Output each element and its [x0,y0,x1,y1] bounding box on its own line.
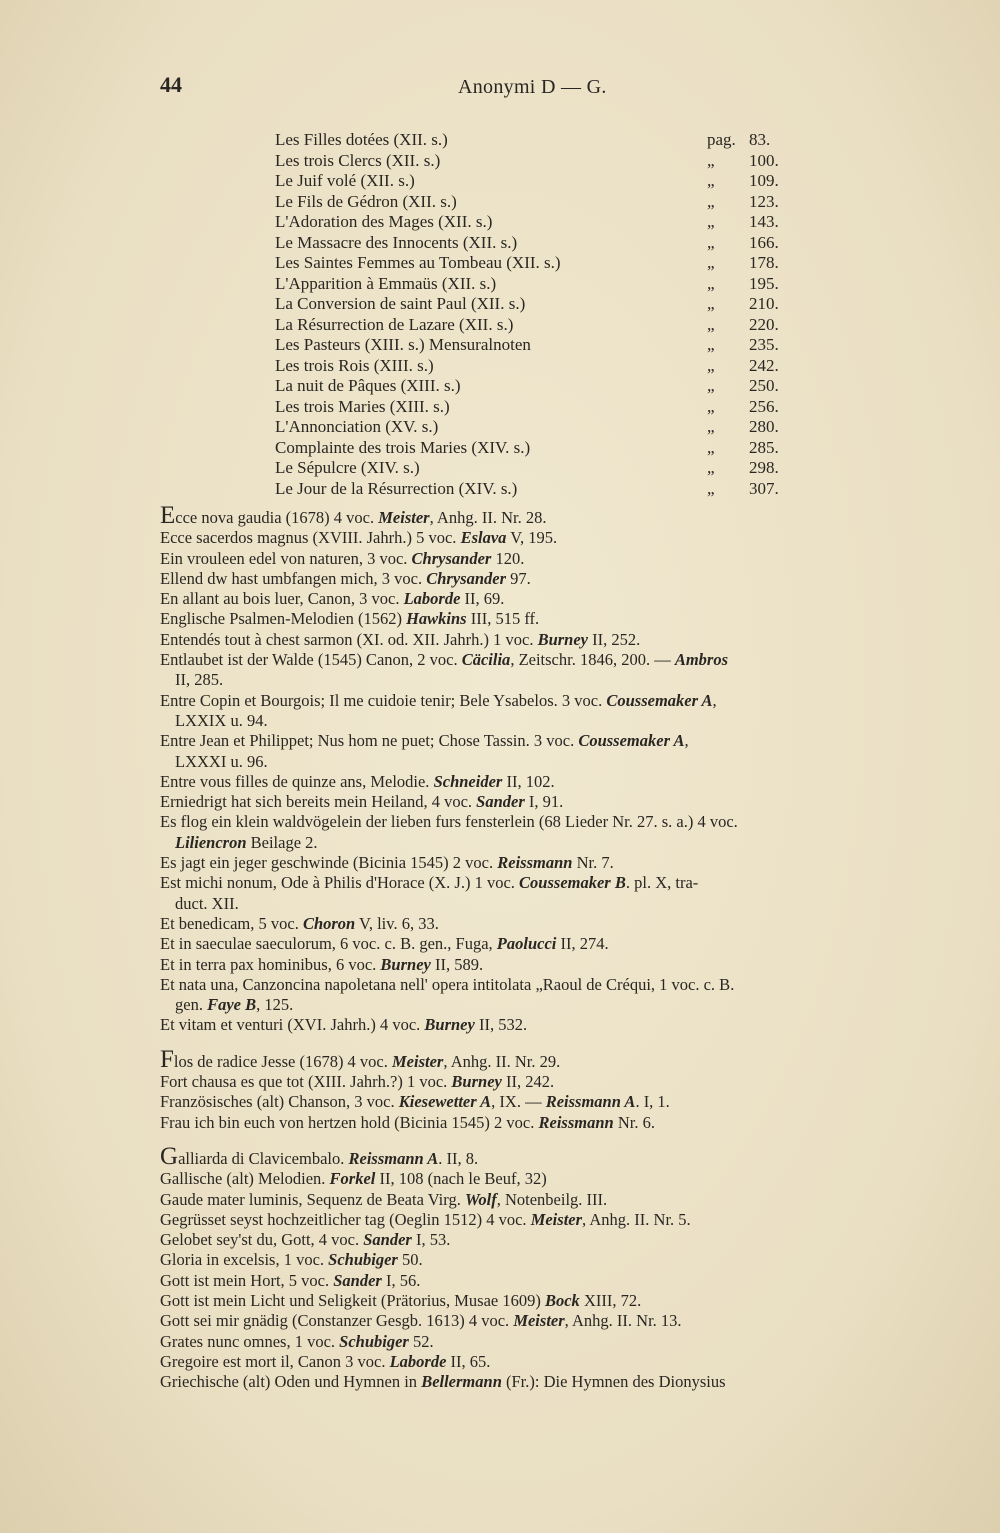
contents-page-number: 210. [749,294,779,313]
entry-text: Nr. 6. [613,1112,655,1132]
source-reference: Reissmann [497,853,573,873]
contents-page-number: 166. [749,232,779,252]
index-entry [160,569,900,589]
index-entry-continuation [160,833,900,853]
entry-text: Gloria in excelsis, 1 voc. [160,1250,329,1270]
entry-text: I, 56. [381,1270,421,1290]
entry-text: Englische Psalmen-Melodien (1562) [160,609,407,629]
contents-page-prefix: „ [707,376,715,395]
entry-text: . II, 8. [438,1148,479,1168]
contents-page-prefix: „ [707,458,715,477]
contents-list [275,130,795,499]
index-entry [160,1291,900,1311]
index-entry [160,589,900,609]
source-reference: Meister [513,1311,565,1331]
contents-page-prefix: „ [707,191,715,211]
contents-page-number: 178. [749,253,779,272]
index-entry [160,1352,900,1372]
entry-text: 97. [506,568,531,588]
entry-text: Gallische (alt) Melodien. [160,1169,330,1189]
entry-text: II, 285. [175,670,224,690]
contents-row [275,151,795,172]
entry-text: V, liv. 6, 33. [355,913,439,933]
source-reference: Faye B [207,995,257,1015]
contents-page-prefix: „ [707,355,715,375]
contents-page-prefix: „ [707,273,715,293]
source-reference: Liliencron [175,832,247,852]
source-reference: Burney [380,954,431,974]
index-entry [160,772,900,792]
source-reference: Chrysander [426,568,507,588]
entry-text: cce nova gaudia (1678) 4 voc. [175,508,379,527]
contents-row [275,130,795,151]
entry-text: II, 252. [588,629,641,649]
entry-text: , Anhg. II. Nr. 29. [443,1051,561,1071]
contents-page-prefix: pag. [707,130,736,149]
entry-text: Erniedrigt hat sich bereits mein Heiland, 4 voc. [160,792,477,812]
contents-title: Le Jour de la Résurrection (XIV. s.) [275,478,518,498]
entry-text: I, 53. [411,1230,451,1250]
source-reference: Meister [530,1209,583,1229]
entry-text: Et in saeculae saeculorum, 6 voc. c. B. gen., Fuga, [160,934,497,954]
contents-title: Le Fils de Gédron (XII. s.) [275,191,457,211]
contents-title: Les Saintes Femmes au Tombeau (XII. s.) [275,253,561,272]
contents-title: Complainte des trois Maries (XIV. s.) [275,437,531,457]
source-reference: Coussemaker A [578,731,685,751]
contents-row [275,253,795,274]
entry-text: , 125. [256,995,294,1015]
contents-title: Les Filles dotées (XII. s.) [275,130,448,149]
contents-row [275,233,795,254]
source-reference: Kiesewetter A [398,1092,492,1112]
contents-page-number: 280. [749,417,779,436]
entry-text: , Anhg. II. Nr. 5. [582,1209,691,1229]
entry-text: , [712,690,717,710]
page-number: 44 [160,72,182,97]
entry-text: Ecce sacerdos magnus (XVIII. Jahrh.) 5 voc. [160,528,461,548]
source-reference: Hawkins [406,609,467,629]
entry-text: II, 589. [430,954,484,974]
contents-row [275,458,795,479]
contents-page-number: 220. [749,314,779,334]
source-reference: Chrysander [411,548,492,568]
index-entry [160,528,900,548]
contents-row [275,294,795,315]
index-entry [160,630,900,650]
contents-page-number: 100. [749,150,779,170]
contents-row [275,192,795,213]
index-entry-continuation [160,670,900,690]
index-entry [160,731,900,751]
entry-text: V, 195. [506,528,558,548]
index-entry-continuation [160,995,900,1015]
entry-text: Grates nunc omnes, 1 voc. [160,1331,340,1351]
contents-page-prefix: „ [707,253,715,272]
contents-row [275,376,795,397]
index-entry [160,975,900,995]
entry-text: Ein vrouleen edel von naturen, 3 voc. [160,548,412,568]
contents-title: Les trois Maries (XIII. s.) [275,396,450,416]
index-entry [160,1045,900,1073]
contents-row [275,212,795,233]
entry-text: gen. [175,995,208,1015]
contents-page-prefix: „ [707,396,715,416]
entry-text: . I, 1. [635,1092,670,1112]
source-reference: Paolucci [496,934,557,954]
source-reference: Sander [333,1270,382,1290]
index-entry [160,955,900,975]
contents-page-number: 307. [749,478,779,498]
source-reference: Burney [451,1072,502,1092]
index-entry-continuation [160,894,900,914]
source-reference: Schneider [433,771,503,791]
source-reference: Meister [392,1051,444,1071]
entry-text: LXXXI u. 96. [175,751,268,771]
contents-title: Les Pasteurs (XIII. s.) Mensuralnoten [275,335,531,354]
index-entry [160,691,900,711]
index-entry [160,812,900,832]
contents-title: La Conversion de saint Paul (XII. s.) [275,294,526,313]
contents-row [275,274,795,295]
contents-title: L'Annonciation (XV. s.) [275,417,439,436]
entry-text: Ellend dw hast umbfangen mich, 3 voc. [160,568,427,588]
entry-text: II, 242. [501,1072,555,1092]
contents-page-prefix: „ [707,335,715,354]
index-entry [160,1092,900,1112]
drop-initial: G [160,1142,179,1170]
source-reference: Cäcilia [461,650,511,670]
entry-text: Entlaubet ist der Walde (1545) Canon, 2 voc. [160,650,462,670]
contents-title: Les trois Clercs (XII. s.) [275,150,441,170]
contents-page-prefix: „ [707,478,715,498]
index-entry [160,792,900,812]
entry-text: Et nata una, Canzoncina napoletana nell' opera intitolata „Raoul de Créqui, 1 voc. c. B. [160,974,735,994]
contents-title: Le Massacre des Innocents (XII. s.) [275,232,518,252]
drop-initial: F [160,1045,174,1073]
entry-text: , Zeitschr. 1846, 200. — [510,650,675,670]
entry-text: , Anhg. II. Nr. 13. [564,1311,682,1331]
entry-text: Es jagt ein jeger geschwinde (Bicinia 1545) 2 voc. [160,853,498,873]
entry-text: Gaude mater luminis, Sequenz de Beata Virg. [160,1189,465,1209]
entry-text: Gott ist mein Licht und Seligkeit (Prätorius, Musae 1609) [160,1290,545,1310]
contents-page-prefix: „ [707,314,715,334]
entry-text: , [684,731,689,751]
entry-text: . pl. X, tra- [625,873,699,893]
source-reference: Reissmann A [348,1148,439,1168]
contents-title: La nuit de Pâques (XIII. s.) [275,376,461,395]
index-entry [160,1372,900,1392]
index-entry [160,934,900,954]
entry-text: LXXIX u. 94. [175,710,268,730]
entry-text: , IX. — [491,1092,546,1112]
entry-text: 120. [491,548,525,568]
contents-page-number: 109. [749,171,779,190]
source-reference: Reissmann A [545,1092,636,1112]
contents-title: Le Sépulcre (XIV. s.) [275,458,420,477]
source-reference: Bock [544,1290,580,1310]
source-reference: Ambros [674,650,729,670]
index-entry [160,1271,900,1291]
contents-page-prefix: „ [707,171,715,190]
contents-page-number: 242. [749,355,779,375]
index-entry [160,853,900,873]
index-entry [160,914,900,934]
contents-row [275,356,795,377]
contents-page-number: 235. [749,335,779,354]
drop-initial: E [160,502,176,529]
entry-text: Französisches (alt) Chanson, 3 voc. [160,1092,399,1112]
contents-row [275,397,795,418]
source-reference: Burney [537,629,589,649]
entry-text: Et benedicam, 5 voc. [160,913,303,933]
source-reference: Choron [302,913,356,933]
contents-page-number: 143. [749,212,779,231]
contents-page-number: 195. [749,273,779,293]
entry-text: II, 65. [446,1351,491,1371]
running-header: Anonymi D — G. [458,76,607,98]
entry-text: II, 274. [556,934,609,954]
entry-text: II, 69. [460,589,505,609]
entry-text: Gott ist mein Hort, 5 voc. [160,1270,334,1290]
entry-text: (Fr.): Die Hymnen des Dionysius [501,1372,726,1392]
entry-text: Entre Copin et Bourgois; Il me cuidoie tenir; Bele Ysabelos. 3 voc. [160,690,607,710]
entry-text: , Notenbeilg. III. [496,1189,608,1209]
index-entry [160,1332,900,1352]
index-entry [160,1142,900,1170]
source-reference: Coussemaker A [606,690,713,710]
entry-text: Fort chausa es que tot (XIII. Jahrh.?) 1 voc. [160,1072,452,1092]
contents-page-number: 123. [749,191,779,211]
entry-text: Gregoire est mort il, Canon 3 voc. [160,1351,390,1371]
entry-text: III, 515 ff. [466,609,540,629]
contents-row [275,479,795,500]
entry-text: II, 532. [474,1015,528,1035]
contents-page-prefix: „ [707,232,715,252]
source-reference: Coussemaker B [519,873,626,893]
entry-text: Entendés tout à chest sarmon (XI. od. XII. Jahrh.) 1 voc. [160,629,538,649]
index-entry [160,1015,900,1035]
contents-title: La Résurrection de Lazare (XII. s.) [275,314,514,334]
entry-text: Gegrüsset seyst hochzeitlicher tag (Oeglin 1512) 4 voc. [160,1209,531,1229]
entry-text: Es flog ein klein waldvögelein der lieben furs fensterlein (68 Lieder Nr. 27. s. a.) 4 voc. [160,812,738,832]
entry-text: los de radice Jesse (1678) 4 voc. [173,1051,393,1071]
contents-page-number: 250. [749,376,779,395]
index-entry [160,1169,900,1189]
index-entry [160,650,900,670]
index-entry [160,609,900,629]
contents-page-number: 256. [749,396,779,416]
contents-title: L'Apparition à Emmaüs (XII. s.) [275,273,497,293]
index-entry [160,502,900,529]
source-reference: Schubiger [339,1331,409,1351]
contents-row [275,438,795,459]
index-entry [160,1190,900,1210]
index-entry [160,1250,900,1270]
entry-text: 50. [397,1250,423,1270]
contents-page-number: 285. [749,437,779,457]
source-reference: Wolf [464,1189,497,1209]
contents-title: Les trois Rois (XIII. s.) [275,355,434,375]
entry-text: En allant au bois luer, Canon, 3 voc. [160,589,404,609]
contents-page-prefix: „ [707,437,715,457]
entry-text: Frau ich bin euch von hertzen hold (Bicinia 1545) 2 voc. [160,1112,539,1132]
source-reference: Meister [378,508,430,527]
entry-text: Est michi nonum, Ode à Philis d'Horace (X. J.) 1 voc. [160,873,520,893]
index-entry [160,873,900,893]
contents-page-prefix: „ [707,212,715,231]
contents-page-prefix: „ [707,417,715,436]
index-entry [160,1230,900,1250]
entry-text: I, 91. [524,792,564,812]
entry-text: duct. XII. [175,893,239,913]
entry-text: II, 102. [502,771,555,791]
index-entry-continuation [160,752,900,772]
source-reference: Eslava [460,528,507,548]
entry-text: alliarda di Clavicembalo. [178,1148,349,1168]
source-reference: Sander [476,792,525,812]
contents-row [275,335,795,356]
entry-text: Entre vous filles de quinze ans, Melodie. [160,771,434,791]
contents-row [275,315,795,336]
index-entry [160,1210,900,1230]
entry-text: Et in terra pax hominibus, 6 voc. [160,954,381,974]
contents-row [275,417,795,438]
entry-text: II, 108 (nach le Beuf, 32) [375,1169,547,1189]
index-entry [160,1311,900,1331]
entry-text: Gott sei mir gnädig (Constanzer Gesgb. 1613) 4 voc. [160,1311,514,1331]
index-entry [160,1072,900,1092]
entry-text: Gelobet sey'st du, Gott, 4 voc. [160,1230,364,1250]
source-reference: Forkel [329,1169,376,1189]
contents-page-prefix: „ [707,294,715,313]
entry-text: , Anhg. II. Nr. 28. [429,508,547,527]
source-reference: Laborde [389,1351,447,1371]
index-entry-continuation [160,711,900,731]
entry-text: Nr. 7. [572,853,614,873]
source-reference: Burney [424,1015,475,1035]
entry-text: XIII, 72. [579,1290,642,1310]
index-entry [160,1113,900,1133]
index-entries [160,502,900,1392]
entry-text: Entre Jean et Philippet; Nus hom ne puet; Chose Tassin. 3 voc. [160,731,579,751]
contents-title: Le Juif volé (XII. s.) [275,171,415,190]
entry-text: 52. [408,1331,434,1351]
entry-text: Et vitam et venturi (XVI. Jahrh.) 4 voc. [160,1015,425,1035]
contents-row [275,171,795,192]
source-reference: Laborde [403,589,461,609]
contents-title: L'Adoration des Mages (XII. s.) [275,212,493,231]
contents-page-number: 298. [749,458,779,477]
source-reference: Bellermann [421,1372,502,1392]
source-reference: Sander [363,1230,412,1250]
contents-page-number: 83. [749,130,771,149]
source-reference: Reissmann [538,1112,614,1132]
source-reference: Schubiger [328,1250,398,1270]
contents-page-prefix: „ [707,150,715,170]
entry-text: Beilage 2. [246,832,318,852]
index-entry [160,549,900,569]
entry-text: Griechische (alt) Oden und Hymnen in [160,1372,422,1392]
